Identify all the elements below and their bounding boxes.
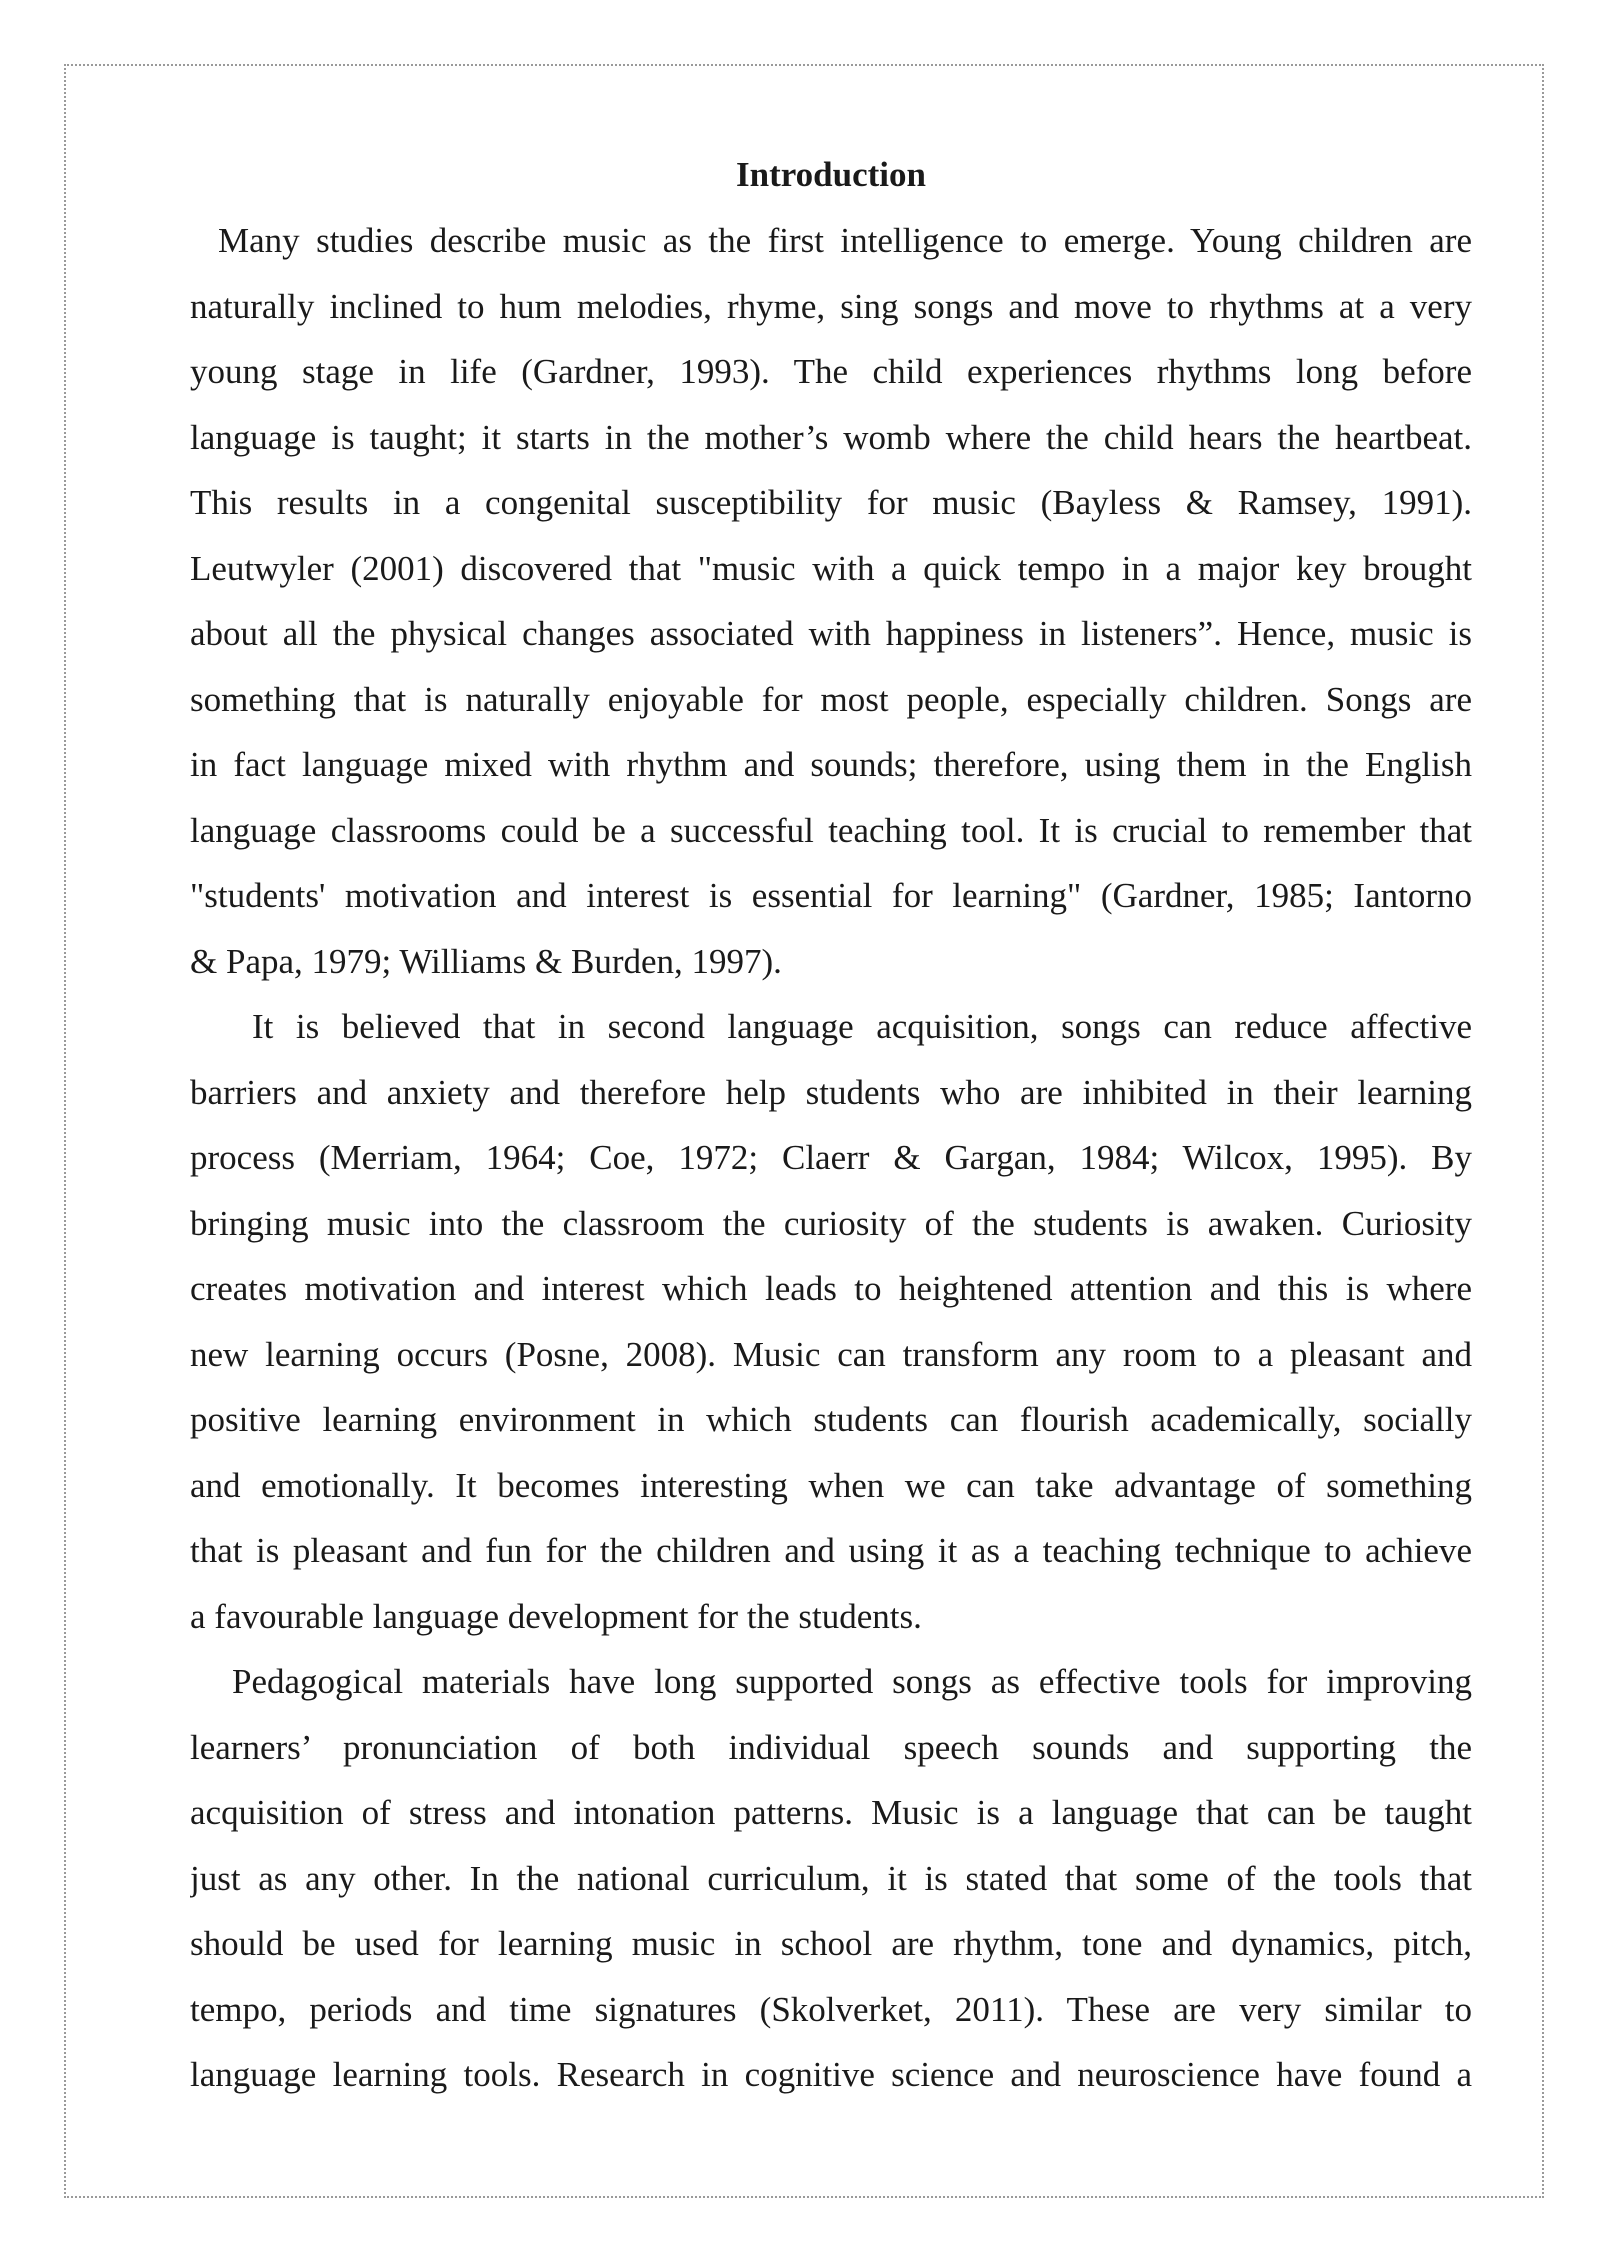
- text-line: language classrooms could be a successful teaching tool. It is crucial to remember that: [190, 810, 1472, 850]
- text-line: about all the physical changes associated with happiness in listeners”. Hence, music is: [190, 614, 1472, 653]
- text-line: that is pleasant and fun for the children and using it as a teaching technique to achieve: [190, 1531, 1472, 1570]
- text-line: a favourable language development for the students.: [190, 1596, 922, 1636]
- paragraph-3: [190, 1649, 1472, 2108]
- text-line: learners’ pronunciation of both individual speech sounds and supporting the: [190, 1727, 1472, 1767]
- document-title: Introduction: [736, 155, 926, 194]
- text-line: tempo, periods and time signatures (Skolverket, 2011). These are very similar to: [190, 1989, 1472, 2029]
- text-line: acquisition of stress and intonation patterns. Music is a language that can be taught: [190, 1793, 1472, 1832]
- text-line: positive learning environment in which students can flourish academically, socially: [190, 1400, 1472, 1439]
- paragraph-1: [190, 208, 1472, 994]
- text-line: should be used for learning music in school are rhythm, tone and dynamics, pitch,: [190, 1924, 1472, 1963]
- document-body: [190, 142, 1472, 2108]
- paragraph-2: [190, 994, 1472, 1649]
- text-line: naturally inclined to hum melodies, rhyme, sing songs and move to rhythms at a very: [190, 286, 1472, 326]
- text-line: language is taught; it starts in the mother’s womb where the child hears the heartbeat.: [190, 417, 1472, 457]
- text-line: in fact language mixed with rhythm and sounds; therefore, using them in the English: [190, 745, 1472, 784]
- text-line: and emotionally. It becomes interesting when we can take advantage of something: [190, 1465, 1472, 1505]
- text-line: Leutwyler (2001) discovered that "music with a quick tempo in a major key brought: [190, 548, 1472, 588]
- text-line: It is believed that in second language acquisition, songs can reduce affective: [252, 1007, 1472, 1046]
- text-line: & Papa, 1979; Williams & Burden, 1997).: [190, 941, 782, 981]
- text-line: This results in a congenital susceptibility for music (Bayless & Ramsey, 1991).: [190, 483, 1472, 522]
- text-line: something that is naturally enjoyable for most people, especially children. Songs are: [190, 679, 1472, 719]
- text-line: "students' motivation and interest is essential for learning" (Gardner, 1985; Iantorno: [190, 876, 1472, 915]
- text-line: young stage in life (Gardner, 1993). The child experiences rhythms long before: [190, 352, 1472, 391]
- text-line: process (Merriam, 1964; Coe, 1972; Claerr & Gargan, 1984; Wilcox, 1995). By: [190, 1138, 1472, 1177]
- text-line: Pedagogical materials have long supported songs as effective tools for improving: [232, 1662, 1472, 1701]
- text-line: bringing music into the classroom the curiosity of the students is awaken. Curiosity: [190, 1203, 1472, 1243]
- text-line: creates motivation and interest which leads to heightened attention and this is where: [190, 1269, 1472, 1308]
- text-line: barriers and anxiety and therefore help students who are inhibited in their learning: [190, 1072, 1472, 1112]
- text-line: language learning tools. Research in cognitive science and neuroscience have found a: [190, 2055, 1472, 2094]
- text-line: just as any other. In the national curriculum, it is stated that some of the tools that: [190, 1858, 1472, 1898]
- text-line: Many studies describe music as the first intelligence to emerge. Young children are: [218, 221, 1472, 260]
- text-line: new learning occurs (Posne, 2008). Music can transform any room to a pleasant and: [190, 1334, 1472, 1374]
